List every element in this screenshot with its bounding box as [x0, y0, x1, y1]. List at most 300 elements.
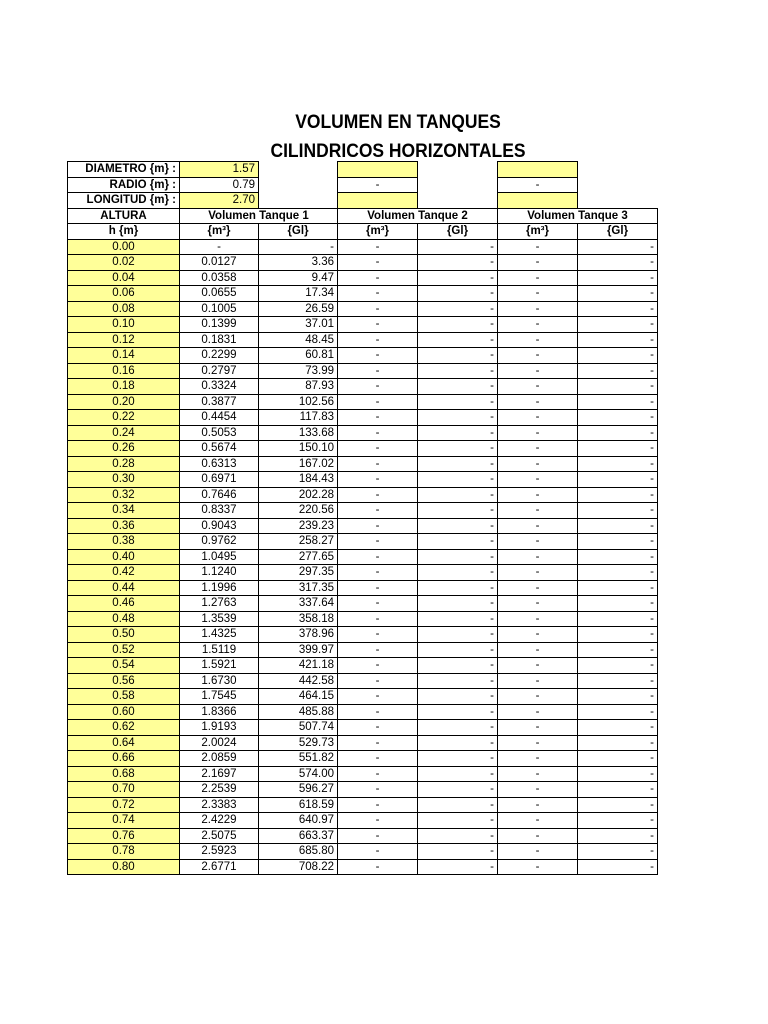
tank3-m3-cell: - — [498, 270, 578, 286]
tank1-m3-cell: 0.5053 — [180, 425, 259, 441]
tank1-gl-cell: 485.88 — [259, 704, 338, 720]
tank1-gl-cell: 378.96 — [259, 627, 338, 643]
altura-cell[interactable]: 0.66 — [68, 751, 180, 767]
altura-cell[interactable]: 0.08 — [68, 301, 180, 317]
tank3-gl-cell: - — [578, 549, 658, 565]
tank1-gl-cell: 73.99 — [259, 363, 338, 379]
tank1-gl-cell: 574.00 — [259, 766, 338, 782]
tank3-gl-cell: - — [578, 534, 658, 550]
tank1-gl-cell: 258.27 — [259, 534, 338, 550]
tank2-m3-cell: - — [338, 828, 418, 844]
tank2-gl-cell: - — [418, 766, 498, 782]
table-row — [68, 673, 658, 689]
table-row — [68, 580, 658, 596]
table-row — [68, 487, 658, 503]
tank2-gl-cell: - — [418, 751, 498, 767]
tank1-m3-cell: 2.5923 — [180, 844, 259, 860]
tank1-gl-cell: 596.27 — [259, 782, 338, 798]
table-row — [68, 642, 658, 658]
table-row — [68, 410, 658, 426]
altura-cell[interactable]: 0.74 — [68, 813, 180, 829]
table-row — [68, 301, 658, 317]
tank1-gl-cell: 202.28 — [259, 487, 338, 503]
tank3-gl-cell: - — [578, 239, 658, 255]
tank2-gl-cell: - — [418, 596, 498, 612]
tank2-gl-cell: - — [418, 363, 498, 379]
gl-unit-header: {Gl} — [259, 224, 338, 240]
tank1-gl-cell: 358.18 — [259, 611, 338, 627]
tank3-m3-cell: - — [498, 503, 578, 519]
tank3-gl-cell: - — [578, 627, 658, 643]
tank2-gl-cell: - — [418, 503, 498, 519]
tank3-gl-cell: - — [578, 441, 658, 457]
altura-cell[interactable]: 0.22 — [68, 410, 180, 426]
tank1-m3-cell: 2.0024 — [180, 735, 259, 751]
table-row — [68, 751, 658, 767]
tank3-m3-cell: - — [498, 239, 578, 255]
altura-cell[interactable]: 0.28 — [68, 456, 180, 472]
tank3-gl-cell: - — [578, 255, 658, 271]
tank3-gl-cell: - — [578, 379, 658, 395]
tank2-gl-cell: - — [418, 301, 498, 317]
tank3-m3-cell: - — [498, 456, 578, 472]
tank3-m3-cell: - — [498, 642, 578, 658]
table-row — [68, 844, 658, 860]
table-row — [68, 379, 658, 395]
tank1-m3-cell: 0.5674 — [180, 441, 259, 457]
tank2-m3-cell: - — [338, 642, 418, 658]
altura-cell[interactable]: 0.78 — [68, 844, 180, 860]
altura-cell[interactable]: 0.72 — [68, 797, 180, 813]
tank3-gl-cell: - — [578, 859, 658, 875]
altura-cell[interactable]: 0.64 — [68, 735, 180, 751]
tank1-gl-cell: 317.35 — [259, 580, 338, 596]
altura-cell[interactable]: 0.00 — [68, 239, 180, 255]
altura-cell[interactable]: 0.24 — [68, 425, 180, 441]
tank3-m3-cell: - — [498, 720, 578, 736]
altura-cell[interactable]: 0.04 — [68, 270, 180, 286]
tank3-gl-cell: - — [578, 797, 658, 813]
tank1-m3-cell: 0.3324 — [180, 379, 259, 395]
tank3-longitud-input[interactable] — [498, 193, 578, 209]
table-row — [68, 735, 658, 751]
altura-cell[interactable]: 0.14 — [68, 348, 180, 364]
tank2-gl-cell: - — [418, 658, 498, 674]
tank2-m3-cell: - — [338, 534, 418, 550]
tank2-m3-cell: - — [338, 348, 418, 364]
tank1-header: Volumen Tanque 1 — [180, 208, 338, 224]
table-row — [68, 596, 658, 612]
table-row — [68, 286, 658, 302]
tank2-gl-cell: - — [418, 735, 498, 751]
altura-cell[interactable]: 0.70 — [68, 782, 180, 798]
tank2-gl-cell: - — [418, 255, 498, 271]
altura-cell[interactable]: 0.60 — [68, 704, 180, 720]
altura-cell[interactable]: 0.68 — [68, 766, 180, 782]
tank2-m3-cell: - — [338, 270, 418, 286]
table-row — [68, 472, 658, 488]
tank3-m3-cell: - — [498, 797, 578, 813]
tank1-gl-cell: 37.01 — [259, 317, 338, 333]
tank1-m3-cell: 0.0127 — [180, 255, 259, 271]
tank2-m3-cell: - — [338, 797, 418, 813]
tank2-m3-cell: - — [338, 658, 418, 674]
tank1-gl-cell: 167.02 — [259, 456, 338, 472]
tank2-gl-cell: - — [418, 565, 498, 581]
tank1-m3-cell: 2.2539 — [180, 782, 259, 798]
tank2-m3-cell: - — [338, 363, 418, 379]
tank2-gl-cell: - — [418, 472, 498, 488]
tank3-diametro-input[interactable] — [498, 162, 578, 178]
tank1-gl-cell: - — [259, 239, 338, 255]
tank2-radio-value: - — [338, 177, 418, 193]
tank3-gl-cell: - — [578, 456, 658, 472]
tank3-radio-value: - — [498, 177, 578, 193]
altura-cell[interactable]: 0.32 — [68, 487, 180, 503]
altura-cell[interactable]: 0.56 — [68, 673, 180, 689]
table-row — [68, 766, 658, 782]
tank1-m3-cell: - — [180, 239, 259, 255]
tank3-m3-cell: - — [498, 441, 578, 457]
tank2-m3-cell: - — [338, 580, 418, 596]
table-row — [68, 565, 658, 581]
radio-value: 0.79 — [180, 177, 259, 193]
tank3-m3-cell: - — [498, 704, 578, 720]
tank3-m3-cell: - — [498, 859, 578, 875]
tank3-m3-cell: - — [498, 255, 578, 271]
tank2-m3-cell: - — [338, 472, 418, 488]
tank3-m3-cell: - — [498, 534, 578, 550]
altura-cell[interactable]: 0.10 — [68, 317, 180, 333]
tank2-gl-cell: - — [418, 611, 498, 627]
tank1-gl-cell: 150.10 — [259, 441, 338, 457]
tank3-gl-cell: - — [578, 751, 658, 767]
tank2-gl-cell: - — [418, 348, 498, 364]
tank3-gl-cell: - — [578, 704, 658, 720]
tank2-m3-cell: - — [338, 565, 418, 581]
altura-cell[interactable]: 0.58 — [68, 689, 180, 705]
gl-unit-header: {Gl} — [418, 224, 498, 240]
tank1-m3-cell: 0.7646 — [180, 487, 259, 503]
altura-cell[interactable]: 0.38 — [68, 534, 180, 550]
header-row-groups — [68, 208, 658, 224]
tank1-gl-cell: 507.74 — [259, 720, 338, 736]
tank2-m3-cell: - — [338, 379, 418, 395]
tank3-gl-cell: - — [578, 828, 658, 844]
altura-cell[interactable]: 0.12 — [68, 332, 180, 348]
altura-cell[interactable]: 0.36 — [68, 518, 180, 534]
table-row — [68, 317, 658, 333]
tank1-m3-cell: 1.7545 — [180, 689, 259, 705]
title-block — [0, 108, 768, 166]
tank3-gl-cell: - — [578, 332, 658, 348]
tank1-gl-cell: 184.43 — [259, 472, 338, 488]
tank2-diametro-input[interactable] — [338, 162, 418, 178]
tank1-gl-cell: 60.81 — [259, 348, 338, 364]
altura-cell[interactable]: 0.16 — [68, 363, 180, 379]
tank1-gl-cell: 133.68 — [259, 425, 338, 441]
tank2-gl-cell: - — [418, 286, 498, 302]
altura-cell[interactable]: 0.34 — [68, 503, 180, 519]
param-row-diametro — [68, 162, 658, 178]
tank3-gl-cell: - — [578, 363, 658, 379]
tank1-gl-cell: 297.35 — [259, 565, 338, 581]
tank1-m3-cell: 2.0859 — [180, 751, 259, 767]
tank2-gl-cell: - — [418, 487, 498, 503]
tank1-gl-cell: 551.82 — [259, 751, 338, 767]
tank3-m3-cell: - — [498, 751, 578, 767]
tank3-m3-cell: - — [498, 425, 578, 441]
tank2-gl-cell: - — [418, 441, 498, 457]
title-line-2: CILINDRICOS HORIZONTALES — [270, 141, 526, 162]
tank3-m3-cell: - — [498, 487, 578, 503]
tank3-gl-cell: - — [578, 766, 658, 782]
tank2-gl-cell: - — [418, 689, 498, 705]
tank3-gl-cell: - — [578, 410, 658, 426]
tank2-gl-cell: - — [418, 627, 498, 643]
tank3-gl-cell: - — [578, 301, 658, 317]
tank3-gl-cell: - — [578, 596, 658, 612]
altura-cell[interactable]: 0.40 — [68, 549, 180, 565]
tank1-m3-cell: 0.2797 — [180, 363, 259, 379]
tank3-m3-cell: - — [498, 332, 578, 348]
table-row — [68, 425, 658, 441]
tank2-gl-cell: - — [418, 239, 498, 255]
tank2-m3-cell: - — [338, 782, 418, 798]
altura-cell[interactable]: 0.80 — [68, 859, 180, 875]
tank1-gl-cell: 708.22 — [259, 859, 338, 875]
longitud-input[interactable]: 2.70 — [180, 193, 259, 209]
tank2-m3-cell: - — [338, 394, 418, 410]
table-row — [68, 828, 658, 844]
tank3-m3-cell: - — [498, 348, 578, 364]
tank1-m3-cell: 1.5921 — [180, 658, 259, 674]
altura-cell[interactable]: 0.06 — [68, 286, 180, 302]
tank1-gl-cell: 117.83 — [259, 410, 338, 426]
table-row — [68, 797, 658, 813]
tank2-gl-cell: - — [418, 549, 498, 565]
tank3-gl-cell: - — [578, 813, 658, 829]
tank1-gl-cell: 399.97 — [259, 642, 338, 658]
altura-cell[interactable]: 0.52 — [68, 642, 180, 658]
tank1-m3-cell: 1.8366 — [180, 704, 259, 720]
altura-cell[interactable]: 0.62 — [68, 720, 180, 736]
tank2-m3-cell: - — [338, 611, 418, 627]
tank2-m3-cell: - — [338, 456, 418, 472]
tank1-m3-cell: 0.1831 — [180, 332, 259, 348]
tank3-m3-cell: - — [498, 317, 578, 333]
tank1-gl-cell: 464.15 — [259, 689, 338, 705]
tank1-m3-cell: 2.1697 — [180, 766, 259, 782]
altura-cell[interactable]: 0.18 — [68, 379, 180, 395]
tank2-gl-cell: - — [418, 642, 498, 658]
tank2-m3-cell: - — [338, 751, 418, 767]
tank2-m3-cell: - — [338, 627, 418, 643]
tank2-m3-cell: - — [338, 332, 418, 348]
tank1-m3-cell: 0.6313 — [180, 456, 259, 472]
tank3-gl-cell: - — [578, 348, 658, 364]
tank3-gl-cell: - — [578, 673, 658, 689]
tank1-m3-cell: 0.8337 — [180, 503, 259, 519]
altura-cell[interactable]: 0.76 — [68, 828, 180, 844]
tank3-m3-cell: - — [498, 286, 578, 302]
tank1-m3-cell: 0.9762 — [180, 534, 259, 550]
tank3-m3-cell: - — [498, 565, 578, 581]
tank3-gl-cell: - — [578, 658, 658, 674]
tank2-gl-cell: - — [418, 813, 498, 829]
tank1-m3-cell: 0.3877 — [180, 394, 259, 410]
tank2-m3-cell: - — [338, 844, 418, 860]
altura-cell[interactable]: 0.46 — [68, 596, 180, 612]
table-row — [68, 518, 658, 534]
tank1-m3-cell: 2.4229 — [180, 813, 259, 829]
title-line-1: VOLUMEN EN TANQUES — [295, 112, 501, 133]
tank2-header: Volumen Tanque 2 — [338, 208, 498, 224]
altura-cell[interactable]: 0.20 — [68, 394, 180, 410]
tank1-m3-cell: 0.2299 — [180, 348, 259, 364]
tank2-m3-cell: - — [338, 255, 418, 271]
table-row — [68, 363, 658, 379]
tank3-gl-cell: - — [578, 317, 658, 333]
tank2-gl-cell: - — [418, 270, 498, 286]
tank1-m3-cell: 1.1240 — [180, 565, 259, 581]
tank2-m3-cell: - — [338, 239, 418, 255]
diametro-input[interactable]: 1.57 — [180, 162, 259, 178]
tank3-gl-cell: - — [578, 611, 658, 627]
tank1-m3-cell: 1.3539 — [180, 611, 259, 627]
tank1-gl-cell: 529.73 — [259, 735, 338, 751]
tank2-longitud-input[interactable] — [338, 193, 418, 209]
table-row — [68, 782, 658, 798]
table-row — [68, 456, 658, 472]
m3-unit-header: {m³} — [498, 224, 578, 240]
tank3-m3-cell: - — [498, 379, 578, 395]
tank1-gl-cell: 277.65 — [259, 549, 338, 565]
tank1-gl-cell: 685.80 — [259, 844, 338, 860]
tank3-gl-cell: - — [578, 286, 658, 302]
m3-unit-header: {m³} — [338, 224, 418, 240]
tank1-m3-cell: 0.1005 — [180, 301, 259, 317]
tank3-m3-cell: - — [498, 673, 578, 689]
table-row — [68, 255, 658, 271]
altura-cell[interactable]: 0.44 — [68, 580, 180, 596]
tank3-m3-cell: - — [498, 658, 578, 674]
tank3-gl-cell: - — [578, 472, 658, 488]
tank3-m3-cell: - — [498, 689, 578, 705]
tank3-m3-cell: - — [498, 782, 578, 798]
tank1-gl-cell: 220.56 — [259, 503, 338, 519]
tank3-gl-cell: - — [578, 782, 658, 798]
tank1-m3-cell: 2.6771 — [180, 859, 259, 875]
table-row — [68, 689, 658, 705]
tank3-m3-cell: - — [498, 828, 578, 844]
table-row — [68, 394, 658, 410]
tank1-gl-cell: 618.59 — [259, 797, 338, 813]
param-label: LONGITUD {m} : — [68, 193, 180, 209]
tank3-gl-cell: - — [578, 735, 658, 751]
tank2-m3-cell: - — [338, 859, 418, 875]
tank1-gl-cell: 26.59 — [259, 301, 338, 317]
tank1-m3-cell: 1.2763 — [180, 596, 259, 612]
table-row — [68, 627, 658, 643]
tank2-m3-cell: - — [338, 410, 418, 426]
tank1-gl-cell: 239.23 — [259, 518, 338, 534]
tank3-m3-cell: - — [498, 580, 578, 596]
tank2-m3-cell: - — [338, 813, 418, 829]
volume-table — [67, 161, 658, 875]
tank2-gl-cell: - — [418, 673, 498, 689]
tank2-gl-cell: - — [418, 518, 498, 534]
param-label: RADIO {m} : — [68, 177, 180, 193]
tank3-gl-cell: - — [578, 270, 658, 286]
tank2-gl-cell: - — [418, 797, 498, 813]
tank3-gl-cell: - — [578, 844, 658, 860]
tank1-gl-cell: 102.56 — [259, 394, 338, 410]
tank2-m3-cell: - — [338, 735, 418, 751]
table-row — [68, 441, 658, 457]
tank3-header: Volumen Tanque 3 — [498, 208, 658, 224]
tank2-m3-cell: - — [338, 704, 418, 720]
tank2-m3-cell: - — [338, 286, 418, 302]
tank2-m3-cell: - — [338, 487, 418, 503]
tank2-m3-cell: - — [338, 596, 418, 612]
table-row — [68, 534, 658, 550]
altura-cell[interactable]: 0.54 — [68, 658, 180, 674]
table-row — [68, 611, 658, 627]
altura-cell[interactable]: 0.50 — [68, 627, 180, 643]
tank1-gl-cell: 9.47 — [259, 270, 338, 286]
tank2-m3-cell: - — [338, 425, 418, 441]
tank1-gl-cell: 48.45 — [259, 332, 338, 348]
header-row-units — [68, 224, 658, 240]
tank2-m3-cell: - — [338, 766, 418, 782]
tank1-gl-cell: 640.97 — [259, 813, 338, 829]
table-row — [68, 348, 658, 364]
table-row — [68, 270, 658, 286]
tank1-m3-cell: 1.0495 — [180, 549, 259, 565]
tank3-gl-cell: - — [578, 487, 658, 503]
table-row — [68, 503, 658, 519]
tank1-m3-cell: 1.4325 — [180, 627, 259, 643]
tank2-m3-cell: - — [338, 549, 418, 565]
tank2-gl-cell: - — [418, 394, 498, 410]
tank1-m3-cell: 1.1996 — [180, 580, 259, 596]
table-row — [68, 332, 658, 348]
altura-header: ALTURA — [68, 208, 180, 224]
tank1-m3-cell: 0.0358 — [180, 270, 259, 286]
tank3-gl-cell: - — [578, 689, 658, 705]
table-row — [68, 239, 658, 255]
tank1-m3-cell: 0.6971 — [180, 472, 259, 488]
altura-cell[interactable]: 0.42 — [68, 565, 180, 581]
gl-unit-header: {Gl} — [578, 224, 658, 240]
tank2-m3-cell: - — [338, 441, 418, 457]
tank2-gl-cell: - — [418, 317, 498, 333]
altura-cell[interactable]: 0.30 — [68, 472, 180, 488]
tank1-gl-cell: 337.64 — [259, 596, 338, 612]
param-label: DIAMETRO {m} : — [68, 162, 180, 178]
altura-cell[interactable]: 0.48 — [68, 611, 180, 627]
tank3-m3-cell: - — [498, 735, 578, 751]
tank3-m3-cell: - — [498, 766, 578, 782]
altura-cell[interactable]: 0.02 — [68, 255, 180, 271]
tank1-m3-cell: 0.9043 — [180, 518, 259, 534]
tank3-gl-cell: - — [578, 394, 658, 410]
tank3-gl-cell: - — [578, 518, 658, 534]
tank1-gl-cell: 87.93 — [259, 379, 338, 395]
altura-cell[interactable]: 0.26 — [68, 441, 180, 457]
tank3-gl-cell: - — [578, 642, 658, 658]
